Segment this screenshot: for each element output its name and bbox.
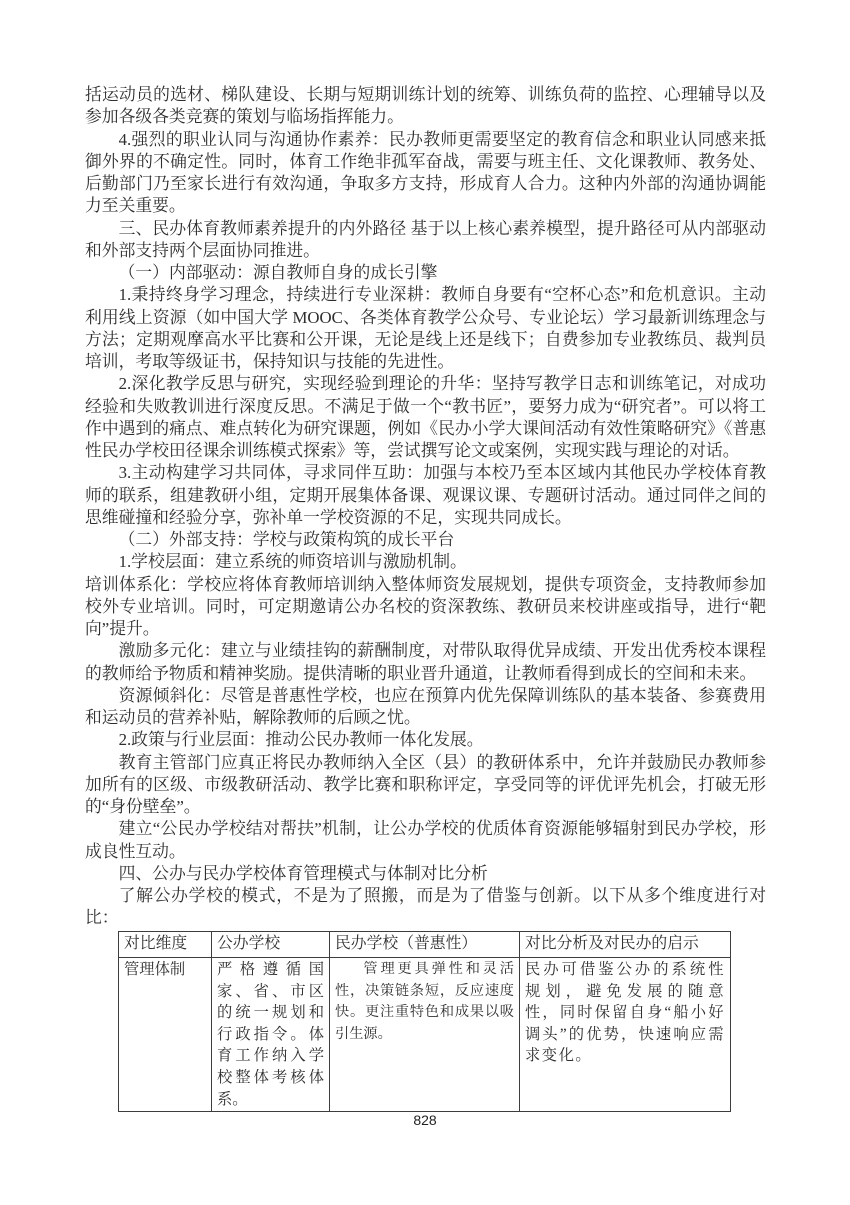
paragraph: 建立“公民办学校结对帮扶”机制，让公办学校的优质体育资源能够辐射到民办学校，形成良性互动。	[85, 819, 766, 861]
paragraph: 激励多元化：建立与业绩挂钩的薪酬制度，对带队取得优异成绩、开发出优秀校本课程的教师给予物质和精神奖励。提供清晰的职业晋升通道，让教师看得到成长的空间和未来。	[85, 641, 766, 683]
table-header-row	[119, 932, 731, 958]
paragraph: 2.深化教学反思与研究，实现经验到理论的升华：坚持写教学日志和训练笔记，对成功经验和失败教训进行深度反思。不满足于做一个“教书匠”，要努力成为“研究者”。可以将工作中遇到的痛点、难点转化为研究课题，例如《民办小学大课间活动有效性策略研究》《普惠性民办学校田径课余训练模式探索》等，尝试撰写论文或案例，实现实践与理论的对话。	[85, 374, 766, 460]
paragraph: 教育主管部门应真正将民办教师纳入全区（县）的教研体系中，允许并鼓励民办教师参加所有的区级、市级教研活动、教学比赛和职称评定，享受同等的评优评先机会，打破无形的“身份壁垒”。	[85, 752, 766, 816]
paragraph: 1.学校层面：建立系统的师资培训与激励机制。	[118, 552, 467, 572]
subsection-heading: （二）外部支持：学校与政策构筑的成长平台	[118, 530, 455, 549]
table-header-analysis: 对比分析及对民办的启示	[520, 932, 731, 958]
table-cell-private-school: 管理更具弹性和灵活性，决策链条短，反应速度快。更注重特色和成果以吸引生源。	[330, 958, 520, 1112]
section-heading: 三、民办体育教师素养提升的内外路径 基于以上核心素养模型，提升路径可从内部驱动和外部支持两个层面协同推进。	[85, 218, 766, 260]
table-header-dimension: 对比维度	[119, 932, 212, 958]
table-cell-public-school: 严格遵循国家、省、市区的统一规划和行政指令。体育工作纳入学校整体考核体系。	[212, 958, 330, 1112]
comparison-table	[118, 931, 731, 1112]
paragraph: 培训体系化：学校应将体育教师培训纳入整体师资发展规划，提供专项资金，支持教师参加校外专业培训。同时，可定期邀请公办名校的资深教练、教研员来校讲座或指导，进行“靶向”提升。	[85, 574, 766, 638]
page-number: 828	[413, 1112, 437, 1128]
document-body-text	[85, 84, 766, 930]
table-cell-analysis: 民办可借鉴公办的系统性规划，避免发展的随意性，同时保留自身“船小好调头”的优势，快速响应需求变化。	[520, 958, 731, 1112]
section-heading: 四、公办与民办学校体育管理模式与体制对比分析	[118, 863, 488, 883]
paragraph: 1.秉持终身学习理念，持续进行专业深耕：教师自身要有“空杯心态”和危机意识。主动利用线上资源（如中国大学 MOOC、各类体育教学公众号、专业论坛）学习最新训练理念与方法；定期观摩高水平比赛和公开课，无论是线上还是线下；自费参加专业教练员、裁判员培训，考取等级证书，保持知识与技能的先进性。	[85, 285, 766, 371]
paragraph: 了解公办学校的模式，不是为了照搬，而是为了借鉴与创新。以下从多个维度进行对比：	[85, 886, 766, 928]
subsection-heading: （一）内部驱动：源自教师自身的成长引擎	[118, 263, 438, 282]
paragraph: 括运动员的选材、梯队建设、长期与短期训练计划的统筹、训练负荷的监控、心理辅导以及参加各级各类竞赛的策划与临场指挥能力。	[85, 85, 766, 127]
table-cell-dimension: 管理体制	[119, 958, 212, 1112]
table-header-public-school: 公办学校	[212, 932, 330, 958]
table-header-private-school: 民办学校（普惠性）	[330, 932, 520, 958]
paragraph: 资源倾斜化：尽管是普惠性学校，也应在预算内优先保障训练队的基本装备、参赛费用和运动员的营养补贴，解除教师的后顾之忧。	[85, 685, 766, 727]
paragraph: 4.强烈的职业认同与沟通协作素养：民办教师更需要坚定的教育信念和职业认同感来抵御外界的不确定性。同时，体育工作绝非孤军奋战，需要与班主任、文化课教师、教务处、后勤部门乃至家长进行有效沟通，争取多方支持，形成育人合力。这种内外部的沟通协调能力至关重要。	[85, 129, 766, 216]
paragraph: 2.政策与行业层面：推动公民办教师一体化发展。	[118, 730, 484, 750]
table-row	[119, 958, 731, 1112]
paragraph: 3.主动构建学习共同体，寻求同伴互助：加强与本校乃至本区域内其他民办学校体育教师的联系，组建教研小组，定期开展集体备课、观课议课、专题研讨活动。通过同伴之间的思维碰撞和经验分享，弥补单一学校资源的不足，实现共同成长。	[85, 463, 766, 527]
